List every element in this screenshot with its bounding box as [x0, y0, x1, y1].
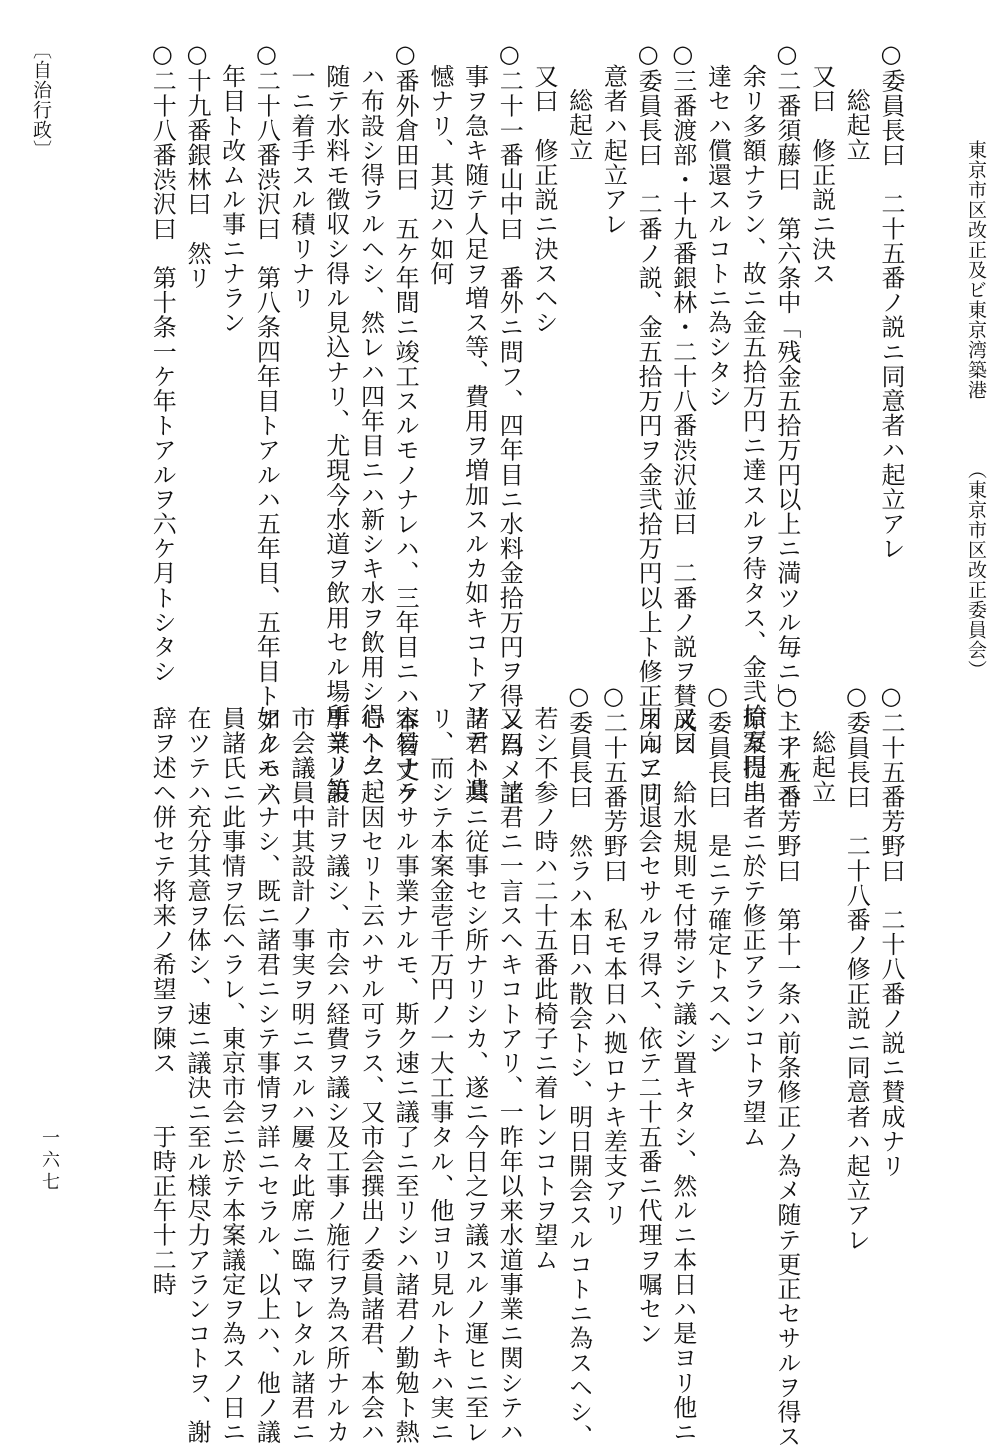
text-line: ハ布設シ得ラルヘシ、然レハ四年目ニハ新シキ水ヲ飲用シ得ヘク、 [356, 64, 385, 802]
text-line: 事業ノ設計ヲ議シ、市会ハ経費ヲ議シ及工事ノ施行ヲ為ス所ナルカ [321, 706, 350, 1444]
text-line: 又曰 諸君ニ一言スヘキコトアリ、一昨年以来水道事業ニ関シテハ [495, 706, 524, 1444]
text-line: 随テ水料モ徴収シ得ル見込ナリ、尤現今水道ヲ飲用セル場所ヨリ第 [321, 64, 350, 802]
text-line: 辞ヲ述ヘ併セテ将来ノ希望ヲ陳ス 于時正午十二時 [148, 706, 177, 1297]
text-line: 如クモノナシ、既ニ諸君ニシテ事情ヲ詳ニセラル、以上ハ、他ノ議 [252, 706, 281, 1444]
text-line: 事ヲ急キ随テ人足ヲ増ス等、費用ヲ増加スルカ如キコトアリテハ遺 [460, 64, 489, 802]
text-line: 総起立 [807, 730, 836, 804]
text-line: 憾ナリ、其辺ハ如何 [425, 64, 454, 286]
text-line: 員諸氏ニ此事情ヲ伝ヘラレ、東京市会ニ於テ本案議定ヲ為スノ日ニ [217, 706, 246, 1444]
text-line: 年目ト改ムル事ニナラン [217, 64, 246, 335]
text-line: ○三番渡部・十九番銀林・二十八番渋沢並曰 二番ノ説ヲ賛成ス [668, 40, 697, 758]
text-line: ○委員長曰 二番ノ説、金五拾万円ヲ金弐拾万円以上ト修正スルニ同 [634, 40, 663, 807]
text-line: 若シ不参ノ時ハ二十五番此椅子ニ着レンコトヲ望ム [529, 706, 558, 1272]
text-line: ○二十八番渋沢曰 第八条四年目トアルハ五年目、五年目トアルハ六 [252, 40, 281, 807]
text-line: 諸君ト共ニ従事セシ所ナリシカ、遂ニ今日之ヲ議スルノ運ヒニ至レ [460, 706, 489, 1444]
bottom-text-block [145, 682, 908, 1449]
text-line: ○委員長曰 二十五番ノ説ニ同意者ハ起立アレ [877, 40, 905, 561]
text-line: 余リ多額ナラン、故ニ金五拾万円ニ達スルヲ待タス、金弐拾万円ニ [738, 64, 767, 802]
footer-category: 〔自治行政〕 [30, 40, 52, 160]
text-line: ○二十一番山中曰 番外ニ問フ、四年目ニ水料金拾万円ヲ得ン為メ工 [495, 40, 524, 807]
text-line: 心トニ起因セリト云ハサル可ラス、又市会撰出ノ委員諸君、本会ハ [356, 706, 385, 1444]
text-line: 達セハ償還スルコトニ為シタシ [703, 64, 732, 409]
text-line: ○二十五番芳野曰 第十一条ハ前条修正ノ為メ随テ更正セサルヲ得ス [772, 682, 801, 1449]
text-line: 又曰 修正説ニ決ス [807, 64, 836, 286]
text-line: 用向アリ退会セサルヲ得ス、依テ二十五番ニ代理ヲ嘱セン [634, 706, 663, 1346]
text-line: 又曰 給水規則モ付帯シテ議シ置キタシ、然ルニ本日ハ是ヨリ他ニ [668, 706, 697, 1444]
footer-source-title: 東京市区改正及ビ東京湾築港 [965, 140, 987, 400]
text-line: ○二十八番渋沢曰 第十条一ケ年トアルヲ六ケ月トシタシ [148, 40, 177, 684]
text-line: 在ツテハ充分其意ヲ体シ、速ニ議決ニ至ル様尽力アランコトヲ、謝 [182, 706, 211, 1444]
text-line: ○番外倉田曰 五ケ年間ニ竣工スルモノナレハ、三年目ニハ本管丈ケ [391, 40, 420, 807]
text-line: ○委員長曰 然ラハ本日ハ散会トシ、明日開会スルコトニ為スヘシ、 [564, 682, 593, 1449]
text-line: ○委員長曰 是ニテ確定トスヘシ [703, 682, 732, 1055]
page-number: 一六七 [39, 1128, 60, 1194]
text-line: 一ニ着手スル積リナリ [287, 64, 316, 310]
top-text-block [145, 40, 908, 807]
footer-organization: （東京市区改正委員会） [965, 460, 987, 680]
text-line: 市会議員中其設計ノ事実ヲ明ニスルハ屢々此席ニ臨マレタル諸君ニ [287, 706, 316, 1444]
text-line: 原案提出者ニ於テ修正アランコトヲ望ム [738, 706, 767, 1149]
text-line: ○二十五番芳野曰 二十八番ノ説ニ賛成ナリ [877, 682, 905, 1178]
text-line: ○委員長曰 二十八番ノ修正説ニ同意者ハ起立アレ [842, 682, 871, 1252]
text-line: 又曰 修正説ニ決スヘシ [529, 64, 558, 335]
text-line: ○二十五番芳野曰 私モ本日ハ拠ロナキ差支アリ [599, 682, 628, 1228]
text-line: 総起立 [842, 88, 871, 162]
text-line: ○十九番銀林曰 然リ [182, 40, 211, 290]
text-line: リ、而シテ本案金壱千万円ノ一大工事タル、他ヨリ見ルトキハ実ニ [425, 706, 454, 1444]
text-line: 意者ハ起立アレ [599, 64, 628, 237]
text-line: 容易ナラサル事業ナルモ、斯ク速ニ議了ニ至リシハ諸君ノ勤勉ト熱 [391, 706, 420, 1444]
text-line: ○二番須藤曰 第六条中「残金五拾万円以上ニ満ツル毎ニ」トアルハ [772, 40, 801, 807]
text-line: 総起立 [564, 88, 593, 162]
